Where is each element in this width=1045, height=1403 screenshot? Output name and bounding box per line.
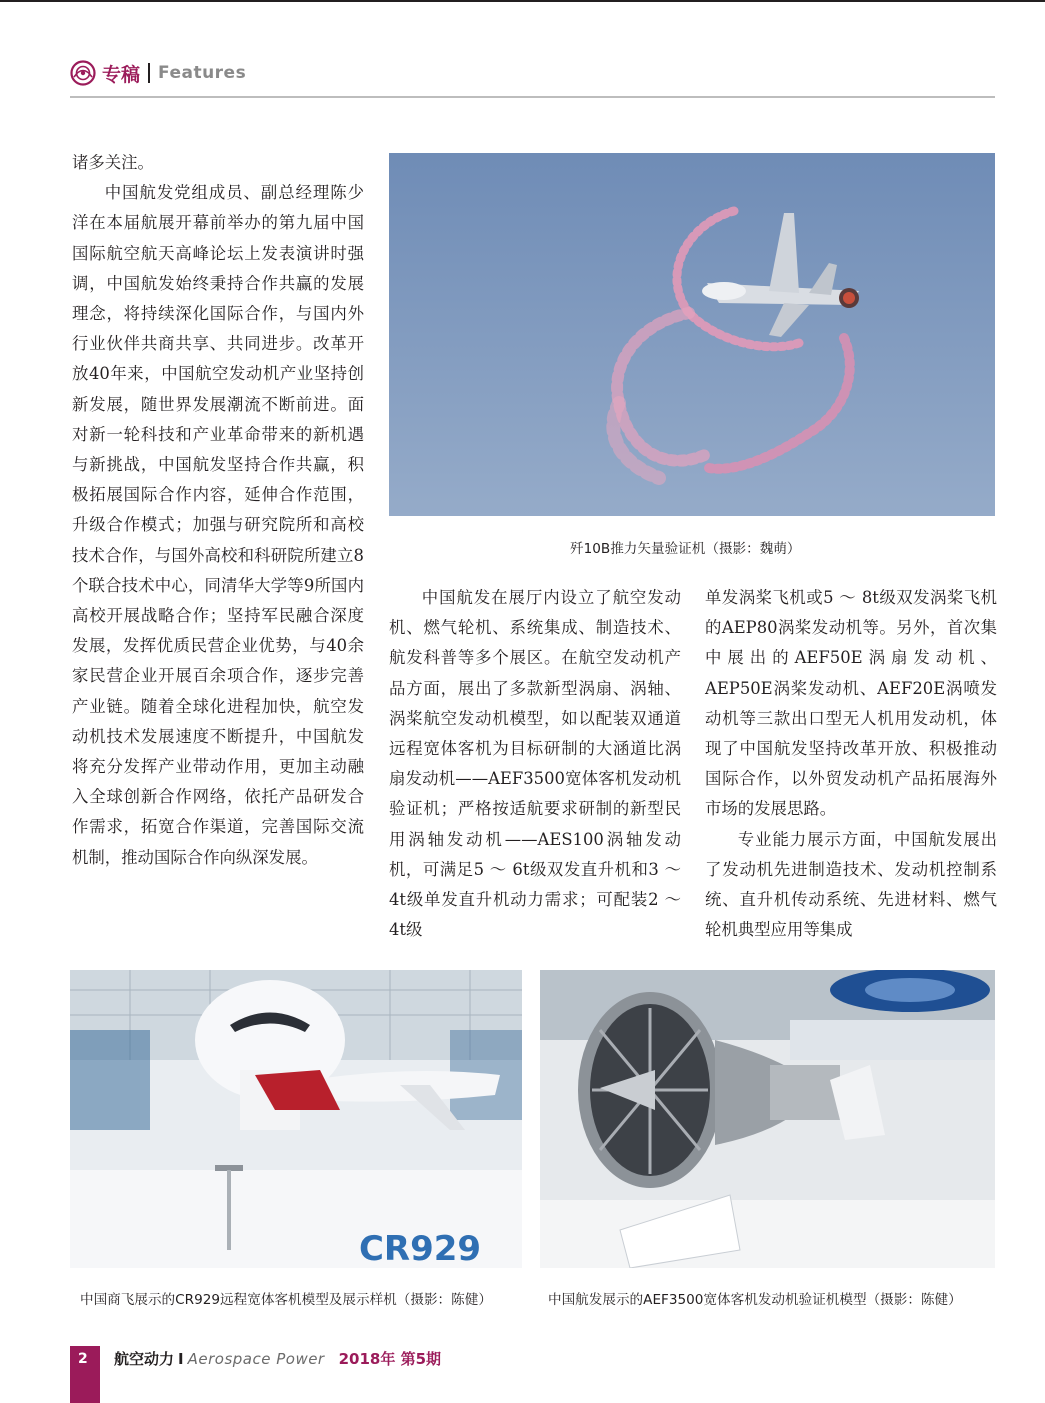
text-column-2 <box>389 583 681 945</box>
section-label-en: Features <box>158 63 247 83</box>
footer-separator: I <box>178 1350 184 1368</box>
magazine-logo-icon <box>70 60 96 86</box>
text-column-3 <box>705 583 997 945</box>
fighter-jet-photo <box>389 153 995 516</box>
paragraph: 专业能力展示方面，中国航发展出了发动机先进制造技术、发动机控制系统、直升机传动系统、先进材料、燃气轮机典型应用等集成 <box>705 829 997 940</box>
section-label-cn: 专稿 <box>102 63 141 86</box>
section-header <box>70 58 246 88</box>
text-column-1 <box>72 148 364 873</box>
footer-journal-info <box>114 1348 441 1369</box>
journal-title-en: Aerospace Power <box>187 1350 325 1368</box>
header-rule <box>70 96 995 98</box>
paragraph: 单发涡桨飞机或5 ～ 8t级双发涡桨飞机的AEP80涡桨发动机等。另外，首次集中展出的AEF50E涡扇发动机、AEP50E涡桨发动机、AEF20E涡喷发动机等三款出口型无人机用发动机，体现了中国航发坚持改革开放、积极推动国际合作，以外贸发动机产品拓展海外市场的发展思路。 <box>705 588 997 819</box>
airliner-photo <box>70 970 522 1268</box>
paragraph: 中国航发党组成员、副总经理陈少洋在本届航展开幕前举办的第九届中国国际航空航天高峰论坛上发表演讲时强调，中国航发始终秉持合作共赢的发展理念，将持续深化国际合作，与国内外行业伙伴共商共享、共同进步。改革开放40年来，中国航空发动机产业坚持创新发展，随世界发展潮流不断前进。面对新一轮科技和产业革命带来的新机遇与新挑战，中国航发坚持合作共赢，积极拓展国际合作内容，延伸合作范围，升级合作模式；加强与研究院所和高校技术合作，与国外高校和科研院所建立8个联合技术中心，同清华大学等9所国内高校开展战略合作；坚持军民融合深度发展，发挥优质民营企业优势，与40余家民营企业开展百余项合作，逐步完善产业链。随着全球化进程加快，航空发动机技术发展速度不断提升，中国航发将充分发挥产业带动作用，更加主动融入全球创新合作网络，依托产品研发合作需求，拓宽合作渠道，完善国际交流机制，推动国际合作向纵深发展。 <box>72 183 364 867</box>
page-number: 2 <box>78 1351 88 1367</box>
header-separator <box>148 63 150 83</box>
paragraph: 诸多关注。 <box>72 153 154 172</box>
paragraph: 中国航发在展厅内设立了航空发动机、燃气轮机、系统集成、制造技术、航发科普等多个展区。在航空发动机产品方面，展出了多款新型涡扇、涡轴、涡桨航空发动机模型，如以配装双通道远程宽体客机为目标研制的大涵道比涡扇发动机——AEF3500宽体客机发动机验证机；严格按适航要求研制的新型民用涡轴发动机——AES100涡轴发动机，可满足5 ～ 6t级双发直升机和3 ～ 4t级单发直升机动力需求；可配装2 ～ 4t级 <box>389 588 681 940</box>
turbofan-engine-photo <box>540 970 995 1268</box>
journal-title-cn: 航空动力 <box>114 1350 175 1368</box>
top-rule <box>0 0 1045 2</box>
photo-caption-jet: 歼10B推力矢量验证机（摄影：魏萌） <box>570 541 801 557</box>
photo-caption-cr929: 中国商飞展示的CR929远程宽体客机模型及展示样机（摄影：陈健） <box>80 1292 492 1308</box>
photo-caption-engine: 中国航发展示的AEF3500宽体客机发动机验证机模型（摄影：陈健） <box>548 1292 962 1308</box>
cr929-logo-text: CR929 <box>358 1229 482 1268</box>
issue-label: 2018年 第5期 <box>338 1350 442 1368</box>
cr929-logo <box>359 1229 481 1268</box>
